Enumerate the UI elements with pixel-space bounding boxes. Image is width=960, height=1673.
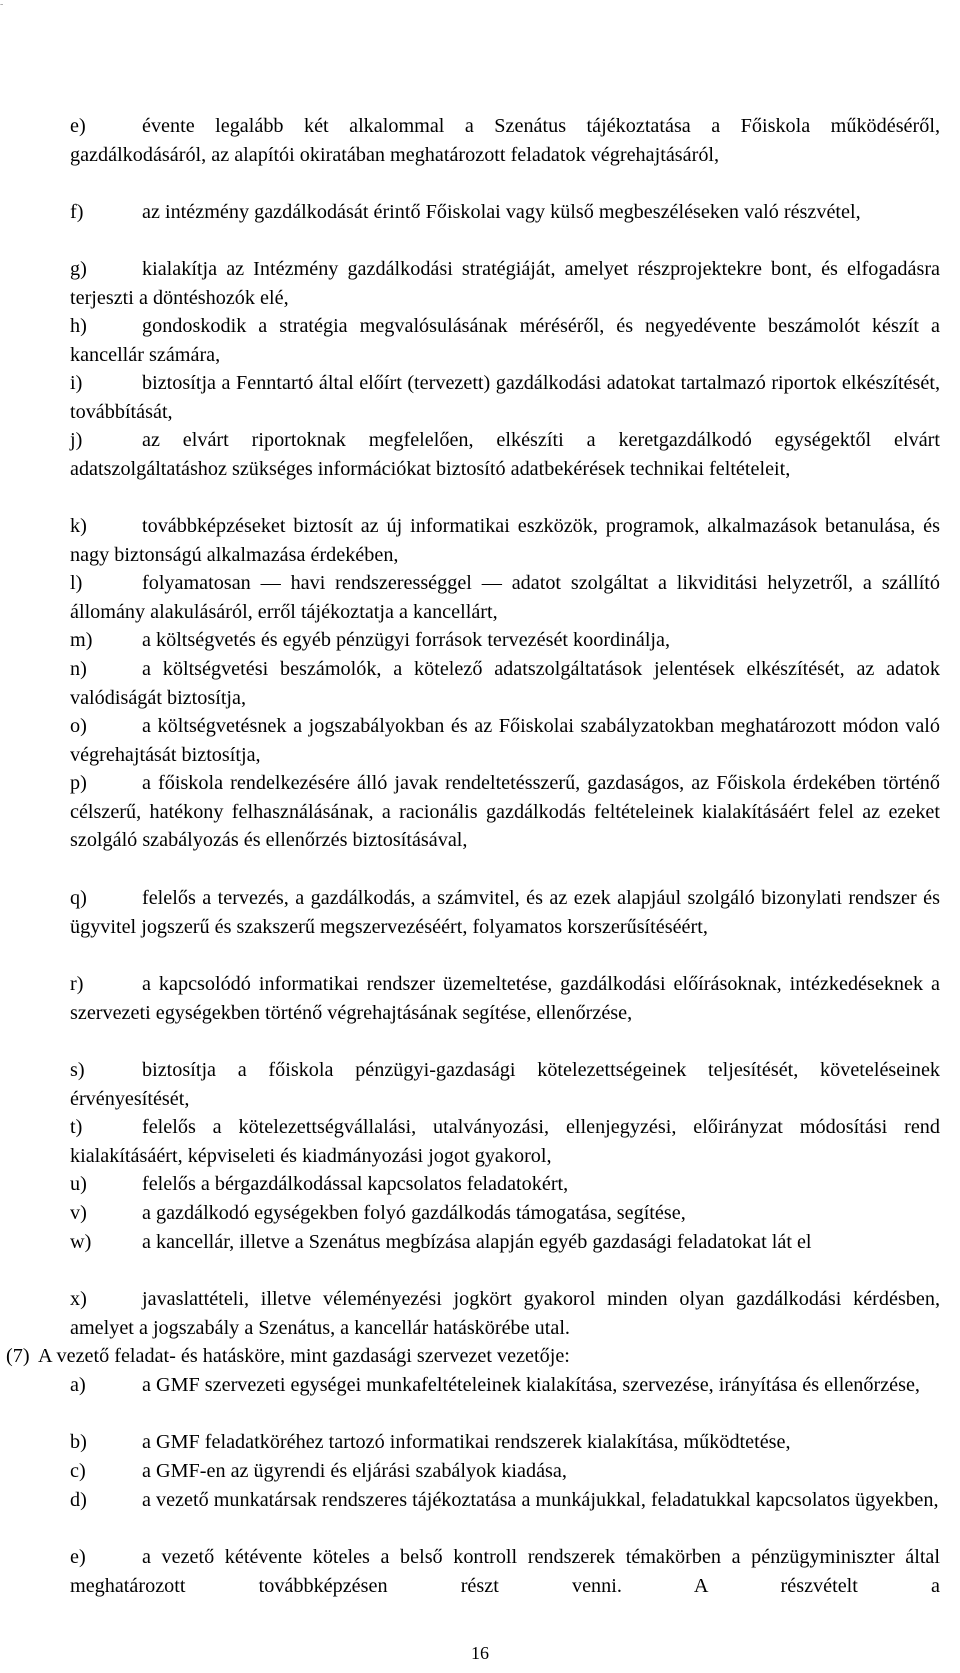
item-label: r)	[70, 973, 84, 995]
item-label: n)	[70, 658, 87, 680]
list-item	[70, 1285, 940, 1342]
item-text: a gazdálkodó egységekben folyó gazdálkodás támogatása, segítése,	[142, 1202, 686, 1224]
list-item	[70, 1486, 940, 1515]
list-item	[70, 369, 940, 426]
item-text: felelős a tervezés, a gazdálkodás, a számvitel, és az ezek alapjául szolgáló bizonylati rendszer és ügyvitel jogszerű és szakszerű megszervezéséért, folyamatos korszerűsítéséért,	[70, 887, 940, 938]
section-number: (7)	[6, 1345, 30, 1367]
item-text: biztosítja a Fenntartó által előírt (tervezett) gazdálkodási adatokat tartalmazó riportok elkészítését, továbbítását,	[70, 372, 940, 423]
list-item	[70, 1056, 940, 1113]
item-text: a kancellár, illetve a Szenátus megbízása alapján egyéb gazdasági feladatokat lát el	[142, 1231, 812, 1253]
item-label: b)	[70, 1431, 87, 1453]
list-item	[70, 626, 940, 655]
item-text: az elvárt riportoknak megfelelően, elkészíti a keretgazdálkodó egységektől elvárt adatszolgáltatáshoz szükséges információkat biztosító adatbekérések technikai feltételeit,	[70, 429, 940, 480]
list-item	[70, 1199, 940, 1228]
list-item	[70, 1228, 940, 1257]
list-item	[70, 112, 940, 169]
item-text: felelős a bérgazdálkodással kapcsolatos feladatokért,	[142, 1173, 569, 1195]
list-item	[70, 655, 940, 712]
item-text: a költségvetésnek a jogszabályokban és az Főiskolai szabályzatokban meghatározott módon való végrehajtását biztosítja,	[70, 715, 940, 766]
item-label: w)	[70, 1231, 92, 1253]
list-item	[70, 1113, 940, 1170]
list-item	[70, 1170, 940, 1199]
item-label: l)	[70, 572, 83, 594]
item-label: u)	[70, 1173, 87, 1195]
item-label: e)	[70, 1546, 86, 1568]
item-label: e)	[70, 115, 86, 137]
item-text: a vezető munkatársak rendszeres tájékoztatása a munkájukkal, feladatukkal kapcsolatos ügyekben,	[142, 1489, 939, 1511]
item-text: a GMF-en az ügyrendi és eljárási szabályok kiadása,	[142, 1460, 567, 1482]
list-item	[70, 1543, 940, 1600]
item-text: továbbképzéseket biztosít az új informatikai eszközök, programok, alkalmazások betanulása, és nagy biztonságú alkalmazása érdekében,	[70, 515, 940, 566]
list-item	[70, 198, 940, 227]
item-text: az intézmény gazdálkodását érintő Főiskolai vagy külső megbeszéléseken való részvétel,	[142, 201, 861, 223]
item-label: x)	[70, 1288, 87, 1310]
item-label: p)	[70, 772, 87, 794]
item-text: a költségvetés és egyéb pénzügyi források tervezését koordinálja,	[142, 629, 671, 651]
item-label: v)	[70, 1202, 87, 1224]
item-label: a)	[70, 1374, 86, 1396]
corner-mark: -	[0, 0, 4, 10]
list-item	[70, 712, 940, 769]
list-item	[70, 1457, 940, 1486]
section-heading	[6, 1342, 940, 1371]
list-item	[70, 569, 940, 626]
item-text: kialakítja az Intézmény gazdálkodási stratégiáját, amelyet részprojektekre bont, és elfogadásra terjeszti a döntéshozók elé,	[70, 258, 940, 309]
item-text: évente legalább két alkalommal a Szenátus tájékoztatása a Főiskola működéséről, gazdálkodásáról, az alapítói okiratában meghatározott feladatok végrehajtásáról,	[70, 115, 940, 166]
item-label: q)	[70, 887, 87, 909]
item-text: a kapcsolódó informatikai rendszer üzemeltetése, gazdálkodási előírásoknak, intézkedéseknek a szervezeti egységekben történő végrehajtásának segítése, ellenőrzése,	[70, 973, 940, 1024]
item-label: s)	[70, 1059, 85, 1081]
section-text: A vezető feladat- és hatásköre, mint gazdasági szervezet vezetője:	[38, 1345, 570, 1367]
page-number: 16	[471, 1643, 489, 1663]
list-item	[70, 884, 940, 941]
item-text: a GMF feladatköréhez tartozó informatikai rendszerek kialakítása, működtetése,	[142, 1431, 791, 1453]
list-item	[70, 312, 940, 369]
list-item	[70, 255, 940, 312]
item-label: k)	[70, 515, 87, 537]
item-text: folyamatosan — havi rendszerességgel — adatot szolgáltat a likviditási helyzetről, a szállító állomány alakulásáról, erről tájékoztatja a kancellárt,	[70, 572, 940, 623]
item-text: felelős a kötelezettségvállalási, utalványozási, ellenjegyzési, előirányzat módosítási rend kialakításáért, képviseleti és kiadmányozási jogot gyakorol,	[70, 1116, 940, 1167]
list-item	[70, 1428, 940, 1457]
list-item	[70, 769, 940, 855]
list-item	[70, 512, 940, 569]
item-label: c)	[70, 1460, 86, 1482]
list-item	[70, 970, 940, 1027]
item-label: f)	[70, 201, 84, 223]
item-text: a GMF szervezeti egységei munkafeltételeinek kialakítása, szervezése, irányítása és ellenőrzése,	[142, 1374, 920, 1396]
item-label: t)	[70, 1116, 83, 1138]
item-label: o)	[70, 715, 87, 737]
item-label: h)	[70, 315, 87, 337]
item-text: biztosítja a főiskola pénzügyi-gazdasági kötelezettségeinek teljesítését, követeléseinek érvényesítését,	[70, 1059, 940, 1110]
item-text: javaslattételi, illetve véleményezési jogkört gyakorol minden olyan gazdálkodási kérdésben, amelyet a jogszabály a Szenátus, a kancellár hatáskörébe utal.	[70, 1288, 940, 1339]
item-label: i)	[70, 372, 83, 394]
item-text: a költségvetési beszámolók, a kötelező adatszolgáltatások jelentések elkészítését, az adatok valódiságát biztosítja,	[70, 658, 940, 709]
list-item	[70, 426, 940, 483]
item-text: a főiskola rendelkezésére álló javak rendeltetésszerű, gazdaságos, az Főiskola érdekében történő célszerű, hatékony felhasználásának, a racionális gazdálkodás feltételeinek kialakításáért felel az ezeket szolgáló szabályozás és ellenőrzés biztosításával,	[70, 772, 940, 852]
list-item	[70, 1371, 940, 1400]
item-label: j)	[70, 429, 83, 451]
item-label: g)	[70, 258, 87, 280]
item-text: a vezető kétévente köteles a belső kontroll rendszerek témakörben a pénzügyminiszter által meghatározott továbbképzésen részt venni. A részvételt a	[70, 1546, 940, 1597]
item-text: gondoskodik a stratégia megvalósulásának méréséről, és negyedévente beszámolót készít a kancellár számára,	[70, 315, 940, 366]
item-label: m)	[70, 629, 93, 651]
item-label: d)	[70, 1489, 87, 1511]
